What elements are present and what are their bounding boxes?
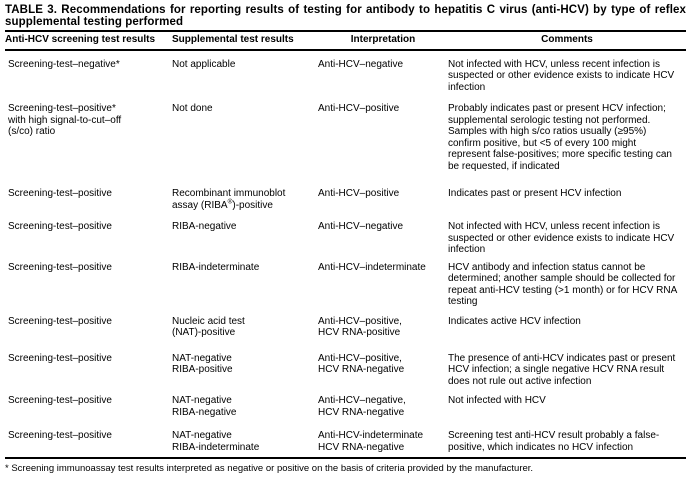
text-line: Anti-HCV–negative <box>318 58 404 70</box>
text-line: with high signal-to-cut–off <box>8 114 122 126</box>
cell-screening-result <box>5 262 172 316</box>
cell-comments <box>448 262 686 316</box>
text-line: RIBA-indeterminate <box>172 441 260 453</box>
cell-screening-result <box>5 221 172 262</box>
table-title <box>5 4 686 32</box>
text-line: HCV antibody and infection status cannot be <box>448 261 646 273</box>
text-line: Anti-HCV–positive, <box>318 352 402 364</box>
cell-interpretation <box>318 188 448 221</box>
text-line: testing <box>448 296 478 307</box>
text-line: HCV RNA-positive <box>318 327 401 338</box>
text-line: Not done <box>172 103 213 114</box>
table-row <box>5 262 686 316</box>
text-line: Anti-HCV–positive <box>318 103 400 114</box>
table-row <box>5 316 686 353</box>
text-line: Screening-test–positive <box>8 395 112 406</box>
column-header-interpretation: Interpretation <box>318 32 448 50</box>
cell-comments <box>448 395 686 430</box>
text-line: Screening-test–positive <box>8 188 112 199</box>
text-line: RIBA-negative <box>172 406 237 418</box>
cell-supplemental-result <box>172 103 318 188</box>
text-line: Screening-test–positive <box>8 352 112 364</box>
text-line: determined; another sample should be collected for <box>448 273 676 284</box>
text-line: Not applicable <box>172 58 236 70</box>
table-title-line2: supplemental testing performed <box>5 16 184 28</box>
cell-screening-result <box>5 103 172 188</box>
cell-supplemental-result <box>172 353 318 396</box>
cell-screening-result <box>5 430 172 457</box>
text-line: HCV infection; a single negative HCV RNA result <box>448 364 665 375</box>
text-line: Screening-test–positive <box>8 261 112 273</box>
text-line: confirm positive, but <5 of every 100 might <box>448 137 637 149</box>
cell-interpretation <box>318 262 448 316</box>
text-line: repeat anti-HCV testing (>1 month) or for HCV RNA <box>448 284 678 296</box>
text-line: NAT-negative <box>172 430 232 441</box>
text-line: Not infected with HCV <box>448 395 546 406</box>
text-line: Not infected with HCV, unless recent infection is <box>448 58 660 70</box>
cell-interpretation <box>318 395 448 430</box>
table-footnote: * Screening immunoassay test results interpreted as negative or positive on the basis of criteria provided by the manufacturer. <box>5 457 686 474</box>
cell-screening-result <box>5 395 172 430</box>
cell-supplemental-result <box>172 430 318 457</box>
column-header-comments: Comments <box>448 32 686 50</box>
text-line: RIBA-negative <box>172 221 237 232</box>
text-line: Recombinant immunoblot <box>172 188 286 199</box>
text-line: infection <box>448 244 486 255</box>
text-line: represent false-positives; more specific testing can <box>448 149 672 160</box>
cell-screening-result <box>5 188 172 221</box>
text-line: Not infected with HCV, unless recent infection is <box>448 221 660 232</box>
text-line: Samples with high s/co ratios usually (≥95%) <box>448 126 647 137</box>
cell-comments <box>448 221 686 262</box>
cell-comments <box>448 353 686 396</box>
table-row <box>5 221 686 262</box>
text-line: assay (RIBA®)-positive <box>172 198 273 211</box>
cell-supplemental-result <box>172 50 318 104</box>
text-line: Screening-test–positive <box>8 430 112 441</box>
text-line: suspected or other evidence exists to indicate HCV <box>448 232 675 244</box>
text-line: (NAT)-positive <box>172 327 236 338</box>
text-line: HCV RNA-negative <box>318 364 405 375</box>
cell-supplemental-result <box>172 316 318 353</box>
cell-interpretation <box>318 103 448 188</box>
cell-screening-result <box>5 316 172 353</box>
text-line: positive, which indicates no HCV infection <box>448 441 634 453</box>
table-row <box>5 103 686 188</box>
text-line: NAT-negative <box>172 352 232 364</box>
text-line: supplemental serologic testing not performed. <box>448 114 651 126</box>
column-header-screening: Anti-HCV screening test results <box>5 32 172 50</box>
text-line: Anti-HCV–negative, <box>318 395 406 406</box>
text-line: NAT-negative <box>172 395 232 406</box>
text-line: be requested, if indicated <box>448 160 560 172</box>
text-line: does not rule out active infection <box>448 375 592 387</box>
text-line: (s/co) ratio <box>8 126 56 137</box>
text-line: Indicates past or present HCV infection <box>448 188 622 199</box>
text-line: RIBA-positive <box>172 364 233 375</box>
column-header-supplemental: Supplemental test results <box>172 32 318 50</box>
cell-comments <box>448 103 686 188</box>
cell-screening-result <box>5 353 172 396</box>
text-line: Screening test anti-HCV result probably a false- <box>448 430 660 441</box>
table-row <box>5 430 686 457</box>
text-line: Screening-test–positive <box>8 315 112 327</box>
text-line: Probably indicates past or present HCV infection; <box>448 103 666 114</box>
text-line: Indicates active HCV infection <box>448 315 581 327</box>
text-line: Anti-HCV–indeterminate <box>318 261 426 273</box>
text-line: Screening-test–positive <box>8 221 112 232</box>
text-line: Anti-HCV–negative <box>318 221 404 232</box>
text-line: Anti-HCV-indeterminate <box>318 430 424 441</box>
registered-trademark-symbol: ® <box>227 198 233 206</box>
text-line: HCV RNA-negative <box>318 441 405 453</box>
table-row <box>5 50 686 104</box>
header-row <box>5 32 686 50</box>
cell-interpretation <box>318 430 448 457</box>
cell-comments <box>448 188 686 221</box>
text-line: Anti-HCV–positive, <box>318 315 402 327</box>
table-row <box>5 395 686 430</box>
recommendations-table <box>5 32 686 457</box>
text-line: infection <box>448 81 486 93</box>
table-title-line1: TABLE 3. Recommendations for reporting results of testing for antibody to hepatitis C virus (anti-HCV) by type of reflex <box>5 4 686 16</box>
cell-supplemental-result <box>172 188 318 221</box>
text-line: Screening-test–positive* <box>8 103 116 114</box>
cell-interpretation <box>318 50 448 104</box>
text-line: Anti-HCV–positive <box>318 188 400 199</box>
cell-comments <box>448 316 686 353</box>
cell-supplemental-result <box>172 262 318 316</box>
text-line: RIBA-indeterminate <box>172 261 260 273</box>
table-row <box>5 188 686 221</box>
cell-interpretation <box>318 221 448 262</box>
cell-comments <box>448 430 686 457</box>
table-row <box>5 353 686 396</box>
cell-screening-result <box>5 50 172 104</box>
cell-interpretation <box>318 353 448 396</box>
text-line: suspected or other evidence exists to indicate HCV <box>448 70 675 81</box>
text-line: Nucleic acid test <box>172 315 245 327</box>
cell-comments <box>448 50 686 104</box>
text-line: HCV RNA-negative <box>318 406 405 418</box>
text-line: Screening-test–negative* <box>8 58 120 70</box>
cell-supplemental-result <box>172 221 318 262</box>
cell-interpretation <box>318 316 448 353</box>
cell-supplemental-result <box>172 395 318 430</box>
text-line: The presence of anti-HCV indicates past or present <box>448 352 676 364</box>
